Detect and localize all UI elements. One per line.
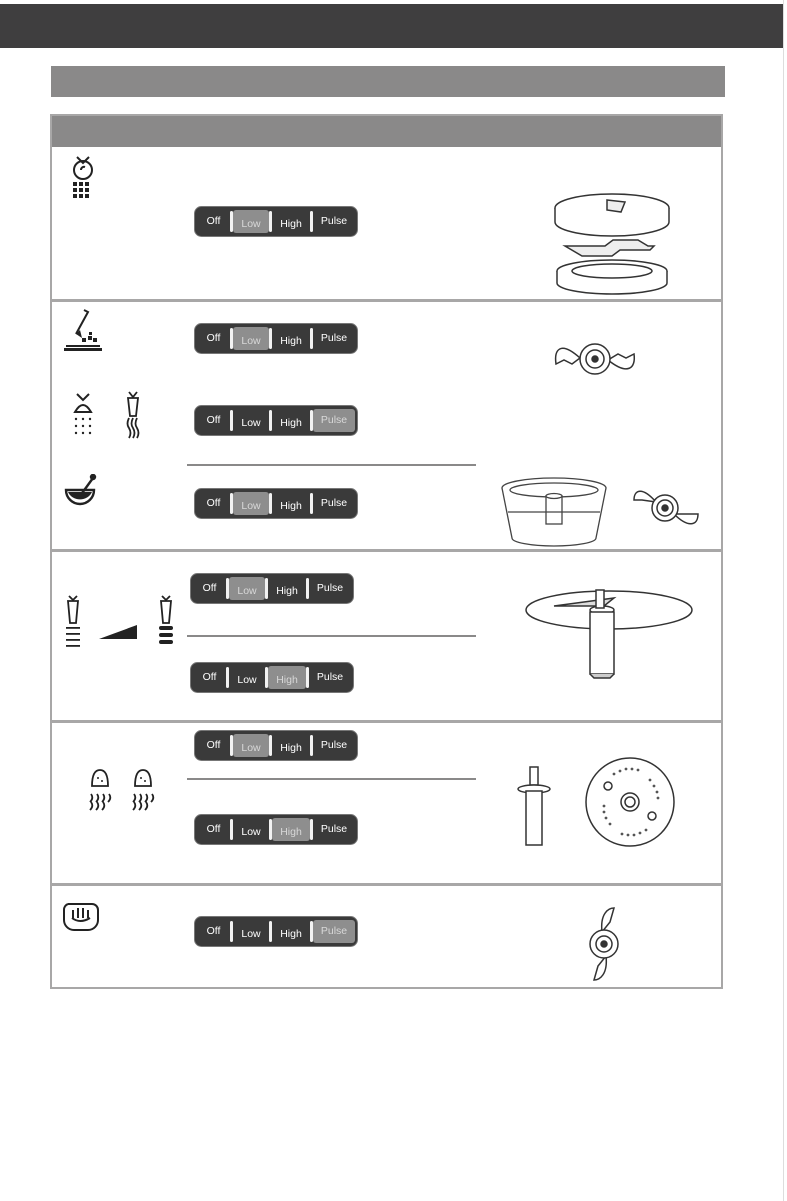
speed-label-pulse: Pulse [320, 823, 348, 835]
speed-label-pulse: Pulse [316, 671, 344, 683]
speed-label-off: Off [206, 215, 221, 227]
speed-label-off: Off [206, 414, 221, 426]
sub-divider [187, 464, 476, 466]
speed-control-slice-soft[interactable] [190, 573, 354, 604]
row-divider [52, 720, 721, 723]
speed-label-high: High [280, 742, 302, 754]
section-bar [51, 66, 725, 97]
speed-label-pulse: Pulse [320, 414, 348, 426]
speed-label-pulse: Pulse [316, 582, 344, 594]
speed-control-knead[interactable] [194, 916, 358, 947]
work-bowl-image [500, 476, 610, 553]
mince-icon [70, 392, 96, 441]
speed-label-low: Low [241, 928, 261, 940]
chopping-blade-image [550, 330, 640, 395]
speed-label-off: Off [206, 332, 221, 344]
puree-icon [121, 390, 145, 445]
row-divider [52, 883, 721, 886]
speed-label-pulse: Pulse [320, 332, 348, 344]
thickness-wedge-icon [99, 625, 137, 644]
speed-label-low: Low [241, 742, 261, 754]
speed-control-dice[interactable] [194, 206, 358, 237]
speed-control-shred-soft[interactable] [194, 730, 358, 761]
top-header-bar [0, 4, 783, 48]
dough-blade-image [578, 904, 630, 989]
chop-icon [62, 308, 106, 357]
speed-control-mince-puree[interactable] [194, 405, 358, 436]
speed-label-low: Low [241, 218, 261, 230]
row-divider [52, 549, 721, 552]
dice-icon [66, 151, 100, 206]
shredding-disc-image [584, 756, 676, 853]
disc-stem-image [516, 765, 552, 852]
speed-label-pulse: Pulse [320, 925, 348, 937]
speed-label-pulse: Pulse [320, 739, 348, 751]
speed-label-pulse: Pulse [320, 215, 348, 227]
speed-label-off: Off [202, 582, 217, 594]
speed-label-high: High [280, 826, 302, 838]
speed-control-chop[interactable] [194, 323, 358, 354]
speed-label-low: Low [241, 417, 261, 429]
dicing-kit-image [545, 186, 680, 301]
speed-label-off: Off [206, 739, 221, 751]
mix-icon [63, 474, 97, 511]
speed-control-shred-hard[interactable] [194, 814, 358, 845]
speed-label-high: High [280, 417, 302, 429]
speed-label-off: Off [206, 823, 221, 835]
speed-control-slice-hard[interactable] [190, 662, 354, 693]
speed-label-off: Off [206, 925, 221, 937]
speed-label-high: High [276, 674, 298, 686]
speed-label-low: Low [241, 500, 261, 512]
sub-divider [187, 635, 476, 637]
speed-label-high: High [280, 500, 302, 512]
speed-label-high: High [280, 928, 302, 940]
speed-label-low: Low [237, 674, 257, 686]
speed-label-pulse: Pulse [320, 497, 348, 509]
table-header [52, 116, 721, 147]
speed-label-off: Off [202, 671, 217, 683]
speed-label-high: High [280, 218, 302, 230]
speed-label-low: Low [241, 826, 261, 838]
speed-label-high: High [280, 335, 302, 347]
speed-label-off: Off [206, 497, 221, 509]
speed-label-high: High [276, 585, 298, 597]
speed-label-low: Low [237, 585, 257, 597]
slice-thin-icon [62, 594, 84, 655]
slicing-disc-image [524, 588, 694, 685]
knead-icon [62, 896, 100, 939]
slice-thick-icon [155, 594, 177, 655]
shred-soft-icon [87, 766, 113, 817]
speed-control-mix[interactable] [194, 488, 358, 519]
mixing-blade-image [628, 482, 702, 539]
sub-divider [187, 778, 476, 780]
speed-label-low: Low [241, 335, 261, 347]
page-edge [783, 0, 787, 1201]
shred-hard-icon [130, 766, 156, 817]
